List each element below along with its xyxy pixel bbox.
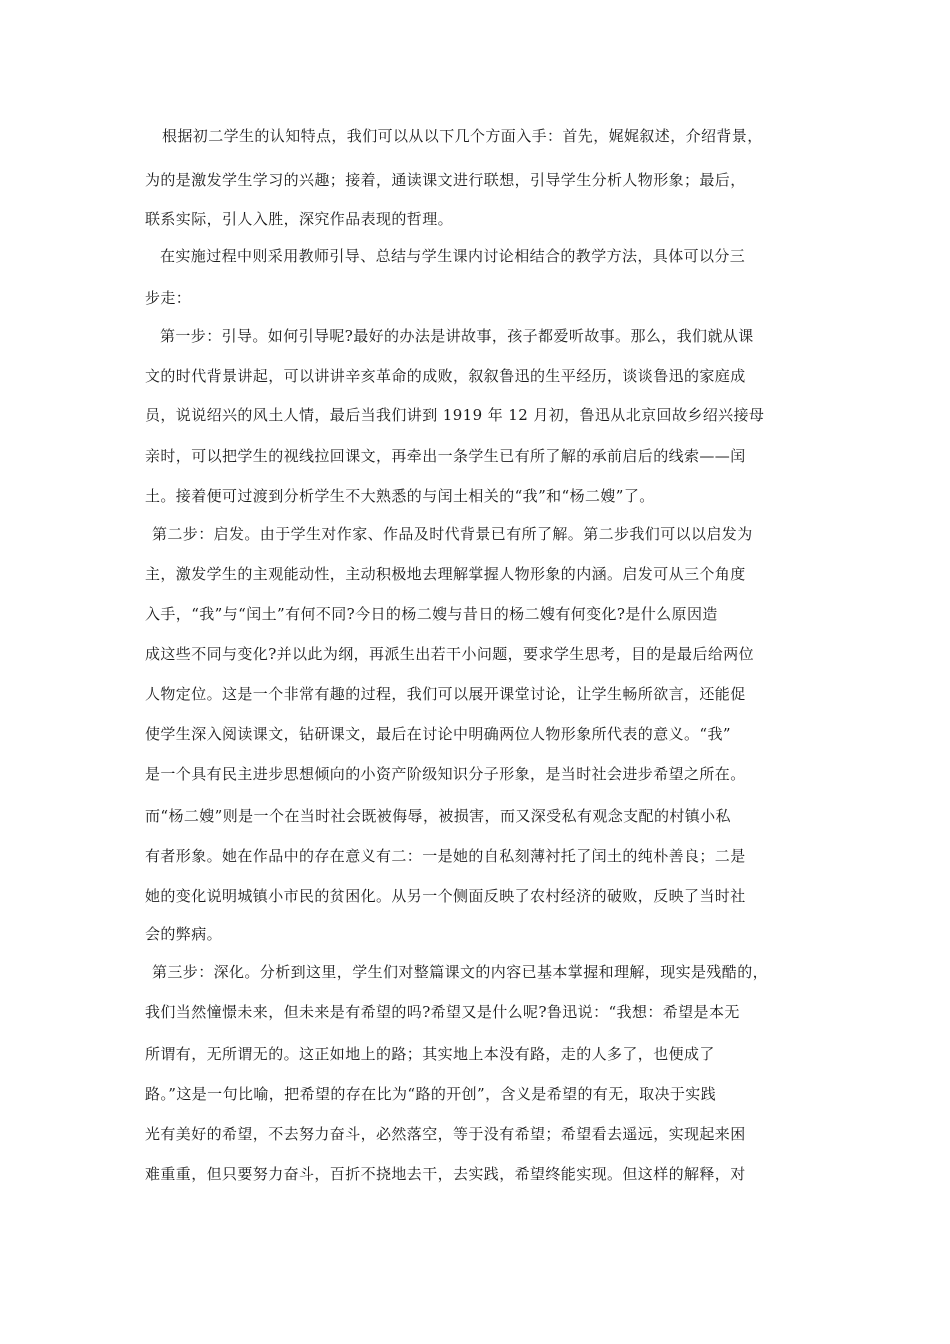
text-line: 亲时，可以把学生的视线拉回课文，再牵出一条学生已有所了解的承前启后的线索——闰 [145,447,746,465]
text-line: 而“杨二嫂”则是一个在当时社会既被侮辱，被损害，而又深受私有观念支配的村镇小私 [145,807,731,825]
text-line: 我们当然憧憬未来，但未来是有希望的吗?希望又是什么呢?鲁迅说：“我想：希望是本无 [145,1003,740,1021]
text-line: 土。接着便可过渡到分析学生不大熟悉的与闰土相关的“我”和“杨二嫂”了。 [145,487,655,505]
text-line: 第二步：启发。由于学生对作家、作品及时代背景已有所了解。第二步我们可以以启发为 [152,525,753,543]
text-line: 在实施过程中则采用教师引导、总结与学生课内讨论相结合的教学方法，具体可以分三 [160,247,746,265]
text-line: 是一个具有民主进步思想倾向的小资产阶级知识分子形象，是当时社会进步希望之所在。 [145,765,746,783]
text-line: 难重重，但只要努力奋斗，百折不挠地去干，去实践，希望终能实现。但这样的解释，对 [145,1165,746,1183]
text-line: 人物定位。这是一个非常有趣的过程，我们可以展开课堂讨论，让学生畅所欲言，还能促 [145,685,746,703]
text-line: 使学生深入阅读课文，钻研课文，最后在讨论中明确两位人物形象所代表的意义。“我” [145,725,731,743]
text-line: 根据初二学生的认知特点，我们可以从以下几个方面入手：首先，娓娓叙述，介绍背景， [162,127,763,145]
text-line: 文的时代背景讲起，可以讲讲辛亥革命的成败，叙叙鲁迅的生平经历，谈谈鲁迅的家庭成 [145,367,746,385]
text-line: 她的变化说明城镇小市民的贫困化。从另一个侧面反映了农村经济的破败，反映了当时社 [145,887,746,905]
text-line: 所谓有，无所谓无的。这正如地上的路；其实地上本没有路，走的人多了，也便成了 [145,1045,715,1063]
text-line: 员，说说绍兴的风土人情，最后当我们讲到 1919 年 12 月初，鲁迅从北京回故乡绍兴接母 [145,406,765,424]
text-line: 第三步：深化。分析到这里，学生们对整篇课文的内容已基本掌握和理解，现实是残酷的， [152,963,769,981]
text-line: 为的是激发学生学习的兴趣；接着，通读课文进行联想，引导学生分析人物形象；最后， [145,171,746,189]
text-line: 步走： [145,289,192,307]
text-line: 第一步：引导。如何引导呢?最好的办法是讲故事，孩子都爱听故事。那么，我们就从课 [160,327,754,345]
text-line: 联系实际，引人入胜，深究作品表现的哲理。 [145,210,454,228]
text-line: 光有美好的希望，不去努力奋斗，必然落空，等于没有希望；希望看去遥远，实现起来困 [145,1125,746,1143]
text-line: 路。”这是一句比喻，把希望的存在比为“路的开创”，含义是希望的有无，取决于实践 [145,1085,717,1103]
text-line: 会的弊病。 [145,925,223,943]
text-line: 有者形象。她在作品中的存在意义有二：一是她的自私刻薄衬托了闰土的纯朴善良；二是 [145,847,746,865]
text-line: 主，激发学生的主观能动性，主动积极地去理解掌握人物形象的内涵。启发可从三个角度 [145,565,746,583]
text-line: 入手，“我”与“闰土”有何不同?今日的杨二嫂与昔日的杨二嫂有何变化?是什么原因造 [145,605,718,623]
text-line: 成这些不同与变化?并以此为纲，再派生出若干小问题，要求学生思考，目的是最后给两位 [145,645,755,663]
